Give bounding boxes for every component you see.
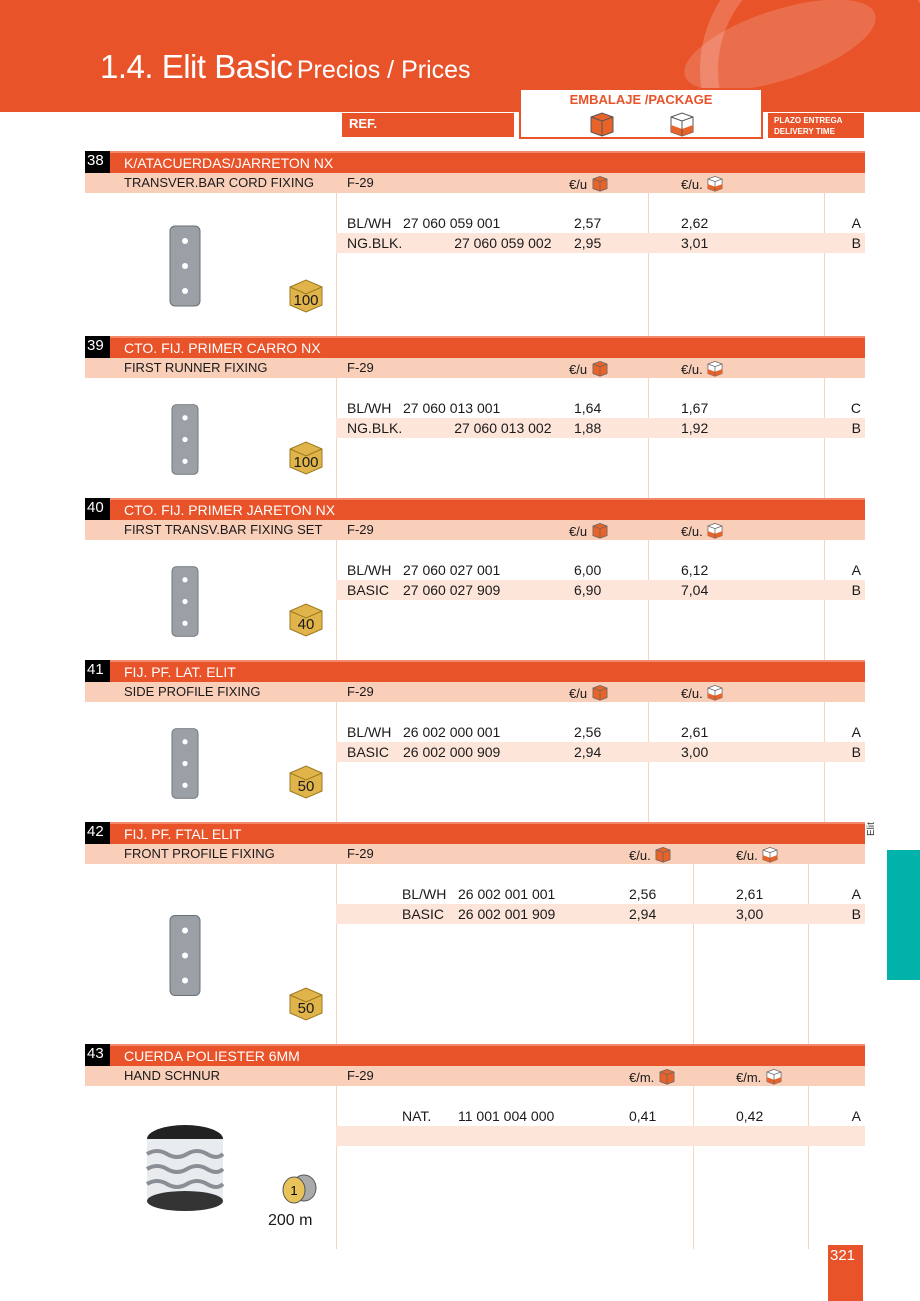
price-row (336, 398, 865, 418)
variant: BASIC (347, 744, 390, 760)
variant: BL/WH (347, 400, 392, 416)
ref-code: 27 060 027 001 (403, 562, 501, 578)
price-row (336, 1126, 865, 1146)
price-partial-box: 3,00 (681, 744, 709, 760)
section-subtitle: FIRST RUNNER FIXING (124, 360, 268, 375)
variant: BASIC (347, 582, 390, 598)
variant: NG.BLK. (347, 420, 403, 436)
ref-code: 26 002 001 909 (458, 906, 556, 922)
delivery-label-en: DELIVERY TIME (774, 127, 835, 136)
section-title: FIJ. PF. LAT. ELIT (124, 664, 236, 680)
section-subtitle: TRANSVER.BAR CORD FIXING (124, 175, 314, 190)
page-number: 321 (828, 1245, 863, 1301)
section-subheader (85, 682, 865, 702)
model-label: F-29 (347, 846, 374, 861)
delivery-code: A (851, 562, 861, 578)
section-header (85, 822, 865, 844)
price-full-box: 2,95 (574, 235, 602, 251)
product-section (85, 822, 865, 1044)
price-partial-box: 7,04 (681, 582, 709, 598)
section-number: 38 (85, 151, 110, 173)
section-header (85, 498, 865, 520)
model-label: F-29 (347, 175, 374, 190)
variant: NG.BLK. (347, 235, 403, 251)
price-partial-box: 1,92 (681, 420, 709, 436)
product-image (140, 211, 230, 321)
section-subheader (85, 358, 865, 378)
delivery-code: C (850, 400, 861, 416)
section-subheader (85, 1066, 865, 1086)
column-divider (336, 378, 337, 498)
price-full-box: 6,00 (574, 562, 602, 578)
ref-code: 11 001 004 000 (458, 1108, 555, 1124)
unit-price-label-partial: €/u. (681, 360, 724, 380)
box-full-icon (654, 851, 672, 866)
delivery-code: B (851, 582, 861, 598)
svg-text:1: 1 (290, 1183, 298, 1198)
section-number: 42 (85, 822, 110, 844)
unit-price-label-full: €/m. (629, 1068, 676, 1088)
price-partial-box: 0,42 (736, 1108, 764, 1124)
price-full-box: 2,56 (629, 886, 657, 902)
price-row (336, 884, 865, 904)
box-partial-icon (706, 365, 724, 380)
variant: BL/WH (402, 886, 447, 902)
package-quantity: 50 (297, 778, 315, 795)
package-quantity: 50 (297, 1000, 315, 1017)
price-row (336, 560, 865, 580)
section-title: CTO. FIJ. PRIMER JARETON NX (124, 502, 336, 518)
ref-code: 27 060 059 002 (454, 235, 552, 251)
product-image (140, 396, 230, 483)
box-partial-icon (706, 180, 724, 195)
section-subheader (85, 173, 865, 193)
price-partial-box: 3,01 (681, 235, 709, 251)
ref-column-header: REF. (342, 113, 514, 137)
variant: BL/WH (347, 562, 392, 578)
section-subtitle: SIDE PROFILE FIXING (124, 684, 261, 699)
price-partial-box: 2,61 (681, 724, 709, 740)
delivery-code: B (851, 235, 861, 251)
model-label: F-29 (347, 1068, 374, 1083)
section-number: 40 (85, 498, 110, 520)
column-divider (336, 702, 337, 822)
price-row (336, 1106, 865, 1126)
variant: NAT. (402, 1108, 432, 1124)
package-quantity-badge (288, 278, 324, 314)
unit-price-label-full: €/u (569, 360, 609, 380)
delivery-code: B (851, 906, 861, 922)
product-section (85, 498, 865, 660)
unit-price-label-full: €/u (569, 522, 609, 542)
column-divider (824, 378, 825, 498)
package-quantity: 100 (293, 454, 319, 471)
ref-code: 27 060 013 002 (454, 420, 552, 436)
unit-price-label-partial: €/u. (681, 522, 724, 542)
section-title: CTO. FIJ. PRIMER CARRO NX (124, 340, 321, 356)
price-partial-box: 2,61 (736, 886, 764, 902)
price-row (336, 213, 865, 233)
column-divider (648, 702, 649, 822)
section-subheader (85, 520, 865, 540)
section-number: 43 (85, 1044, 110, 1066)
section-number: 39 (85, 336, 110, 358)
box-full-icon (588, 111, 616, 137)
unit-price-label-partial: €/u. (681, 684, 724, 704)
section-header (85, 1044, 865, 1066)
unit-price-label-partial: €/m. (736, 1068, 783, 1088)
price-full-box: 6,90 (574, 582, 602, 598)
product-image (140, 882, 230, 1029)
price-row (336, 233, 865, 253)
column-divider (648, 540, 649, 660)
section-number: 41 (85, 660, 110, 682)
unit-price-label-partial: €/u. (736, 846, 779, 866)
delivery-code: B (851, 744, 861, 760)
package-quantity: 40 (297, 616, 315, 633)
column-divider (336, 540, 337, 660)
price-full-box: 2,94 (629, 906, 657, 922)
package-quantity: 100 (293, 292, 319, 309)
price-partial-box: 2,62 (681, 215, 709, 231)
product-section (85, 336, 865, 498)
price-full-box: 2,94 (574, 744, 602, 760)
box-full-icon (658, 1073, 676, 1088)
package-quantity-badge (288, 764, 324, 800)
product-section (85, 660, 865, 822)
price-row (336, 904, 865, 924)
box-partial-icon (706, 689, 724, 704)
price-row (336, 418, 865, 438)
page-title (100, 48, 471, 86)
price-partial-box: 3,00 (736, 906, 764, 922)
product-image (140, 558, 230, 645)
spool-length: 200 m (268, 1212, 313, 1229)
ref-code: 26 002 000 909 (403, 744, 501, 760)
unit-price-label-partial: €/u. (681, 175, 724, 195)
price-row (336, 722, 865, 742)
section-subtitle: FIRST TRANSV.BAR FIXING SET (124, 522, 323, 537)
price-row (336, 742, 865, 762)
ref-code: 26 002 000 001 (403, 724, 501, 740)
unit-price-label-full: €/u. (629, 846, 672, 866)
title-sub: Precios / Prices (296, 56, 471, 84)
product-image (140, 720, 230, 807)
price-full-box: 2,56 (574, 724, 602, 740)
section-title: FIJ. PF. FTAL ELIT (124, 826, 242, 842)
section-subtitle: HAND SCHNUR (124, 1068, 221, 1083)
section-subtitle: FRONT PROFILE FIXING (124, 846, 275, 861)
variant: BL/WH (347, 724, 392, 740)
product-image (140, 1104, 230, 1234)
ref-code: 27 060 013 001 (403, 400, 501, 416)
price-row (336, 580, 865, 600)
delivery-code: A (851, 886, 861, 902)
delivery-label-es: PLAZO ENTREGA (774, 116, 843, 125)
box-full-icon (591, 689, 609, 704)
section-title: K/ATACUERDAS/JARRETON NX (124, 155, 334, 171)
model-label: F-29 (347, 522, 374, 537)
unit-price-label-full: €/u (569, 175, 609, 195)
price-full-box: 2,57 (574, 215, 602, 231)
section-header (85, 660, 865, 682)
price-full-box: 1,88 (574, 420, 602, 436)
unit-price-label-full: €/u (569, 684, 609, 704)
box-full-icon (591, 527, 609, 542)
delivery-code: A (851, 724, 861, 740)
box-partial-icon (706, 527, 724, 542)
price-partial-box: 1,67 (681, 400, 709, 416)
ref-code: 26 002 001 001 (458, 886, 556, 902)
side-tab-label: Elit (866, 822, 877, 836)
price-partial-box: 6,12 (681, 562, 709, 578)
title-main: 1.4. Elit Basic (100, 48, 293, 85)
ref-code: 27 060 027 909 (403, 582, 501, 598)
model-label: F-29 (347, 684, 374, 699)
box-partial-icon (668, 111, 696, 137)
section-subheader (85, 844, 865, 864)
price-full-box: 1,64 (574, 400, 602, 416)
spool-quantity-icon (280, 1172, 318, 1211)
delivery-code: A (851, 215, 861, 231)
package-column-header (519, 88, 763, 139)
section-title: CUERDA POLIESTER 6MM (124, 1048, 300, 1064)
package-quantity-badge (288, 602, 324, 638)
box-partial-icon (765, 1073, 783, 1088)
side-tab[interactable] (887, 850, 920, 980)
product-section (85, 1044, 865, 1249)
column-divider (824, 702, 825, 822)
model-label: F-29 (347, 360, 374, 375)
product-section (85, 151, 865, 336)
package-quantity-badge (288, 440, 324, 476)
variant: BL/WH (347, 215, 392, 231)
box-partial-icon (761, 851, 779, 866)
box-full-icon (591, 365, 609, 380)
delivery-column-header (768, 113, 864, 138)
delivery-code: A (851, 1108, 861, 1124)
page-header (0, 0, 920, 112)
package-quantity-badge (288, 986, 324, 1022)
section-header (85, 151, 865, 173)
column-divider (824, 540, 825, 660)
column-divider (648, 378, 649, 498)
package-label: EMBALAJE /PACKAGE (569, 92, 713, 107)
delivery-code: B (851, 420, 861, 436)
box-full-icon (591, 180, 609, 195)
price-full-box: 0,41 (629, 1108, 657, 1124)
ref-code: 27 060 059 001 (403, 215, 501, 231)
variant: BASIC (402, 906, 445, 922)
section-header (85, 336, 865, 358)
